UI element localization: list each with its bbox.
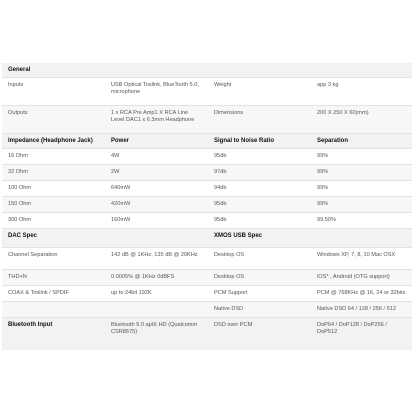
snr-cell: 95db xyxy=(214,201,227,207)
snr-cell: 95db xyxy=(214,153,227,159)
spec-value: USB Optical Toslink, BlueTooth 5.0, microphone xyxy=(111,82,199,96)
spec-label: Desktop OS xyxy=(214,252,245,258)
spec-label xyxy=(2,302,105,317)
column-header: Power xyxy=(111,138,130,144)
table-row xyxy=(2,165,412,181)
separation-cell: 99% xyxy=(317,153,329,159)
spec-label: Dimensions xyxy=(214,110,244,116)
power-cell: 420mW xyxy=(111,201,131,207)
spec-label: Desktop OS xyxy=(214,274,245,280)
column-header: Signal to Noise Ratio xyxy=(214,138,275,144)
spec-value: iOS* , Android (OTG support) xyxy=(317,274,390,280)
spec-value xyxy=(105,302,208,317)
separation-cell: 99% xyxy=(317,201,329,207)
power-cell: 4W xyxy=(111,153,120,159)
spec-value: app 3 kg xyxy=(317,82,339,88)
spec-value: up to 24bit 192K xyxy=(111,290,152,296)
table-row xyxy=(2,248,412,270)
impedance-header-row xyxy=(2,134,412,149)
spec-value: PCM @ 768KHz @ 16, 24 or 32bits xyxy=(317,290,406,296)
impedance-cell: 300 Ohm xyxy=(8,217,32,223)
spec-label: THD+N xyxy=(8,274,27,280)
spec-value: 0.0005% @ 1KHz 0dBFS xyxy=(111,274,175,280)
bluetooth-value: Bluetooth 5.0 aptX HD (Qualcomm CSR8675) xyxy=(111,322,198,336)
power-cell: 2W xyxy=(111,169,120,175)
table-row xyxy=(2,286,412,302)
impedance-cell: 16 Ohm xyxy=(8,153,28,159)
snr-cell: 95db xyxy=(214,217,227,223)
dac-header-row xyxy=(2,229,412,248)
table-row xyxy=(2,213,412,229)
table-row xyxy=(2,302,412,318)
table-row xyxy=(2,270,412,286)
spec-value: 1 x RCA Pre Amp1 X RCA Line Level DAC1 x 6.3mm Headphone xyxy=(111,110,195,124)
xmos-spec-header: XMOS USB Spec xyxy=(214,233,263,239)
spec-value: 200 X 250 X 60(mm) xyxy=(317,110,369,116)
table-row xyxy=(2,181,412,197)
spec-label: Weight xyxy=(214,82,232,88)
bluetooth-row xyxy=(2,318,412,350)
spec-table xyxy=(2,63,412,350)
spec-label: PCM Support xyxy=(214,290,248,296)
impedance-cell: 32 Ohm xyxy=(8,169,28,175)
spec-label: Native DSD xyxy=(214,306,244,312)
spec-value: Windows XP, 7, 8, 10 Mac OSX xyxy=(317,252,396,258)
table-row xyxy=(2,197,412,213)
snr-cell: 97db xyxy=(214,169,227,175)
dac-spec-header: DAC Spec xyxy=(8,233,38,239)
spec-value: Native DSD 64 / 128 / 256 / 512 xyxy=(317,306,396,312)
separation-cell: 99% xyxy=(317,185,329,191)
impedance-cell: 100 Ohm xyxy=(8,185,32,191)
general-header-row xyxy=(2,63,412,78)
dsd-over-pcm-value: DoP64 / DoP128 / DoP256 / DoP512 xyxy=(317,322,387,336)
table-row xyxy=(2,78,412,106)
spec-value: 142 dB @ 1KHz, 135 dB @ 20KHz xyxy=(111,252,198,258)
separation-cell: 99.50% xyxy=(317,217,336,223)
table-row xyxy=(2,106,412,134)
power-cell: 160mW xyxy=(111,217,131,223)
snr-cell: 94db xyxy=(214,185,227,191)
separation-cell: 99% xyxy=(317,169,329,175)
impedance-cell: 150 Ohm xyxy=(8,201,32,207)
bluetooth-label: Bluetooth Input xyxy=(8,322,53,328)
dsd-over-pcm-label: DSD over PCM xyxy=(214,322,253,328)
table-row xyxy=(2,149,412,165)
spec-label: Channel Separation xyxy=(8,252,58,258)
column-header: Separation xyxy=(317,138,349,144)
spec-label: COAX & Toslink / SPDIF xyxy=(8,290,69,296)
power-cell: 640mW xyxy=(111,185,131,191)
column-header: Impedance (Headphone Jack) xyxy=(8,138,93,144)
spec-label: Inputs xyxy=(8,82,24,88)
spec-label: Outputs xyxy=(8,110,28,116)
general-header: General xyxy=(8,67,31,73)
